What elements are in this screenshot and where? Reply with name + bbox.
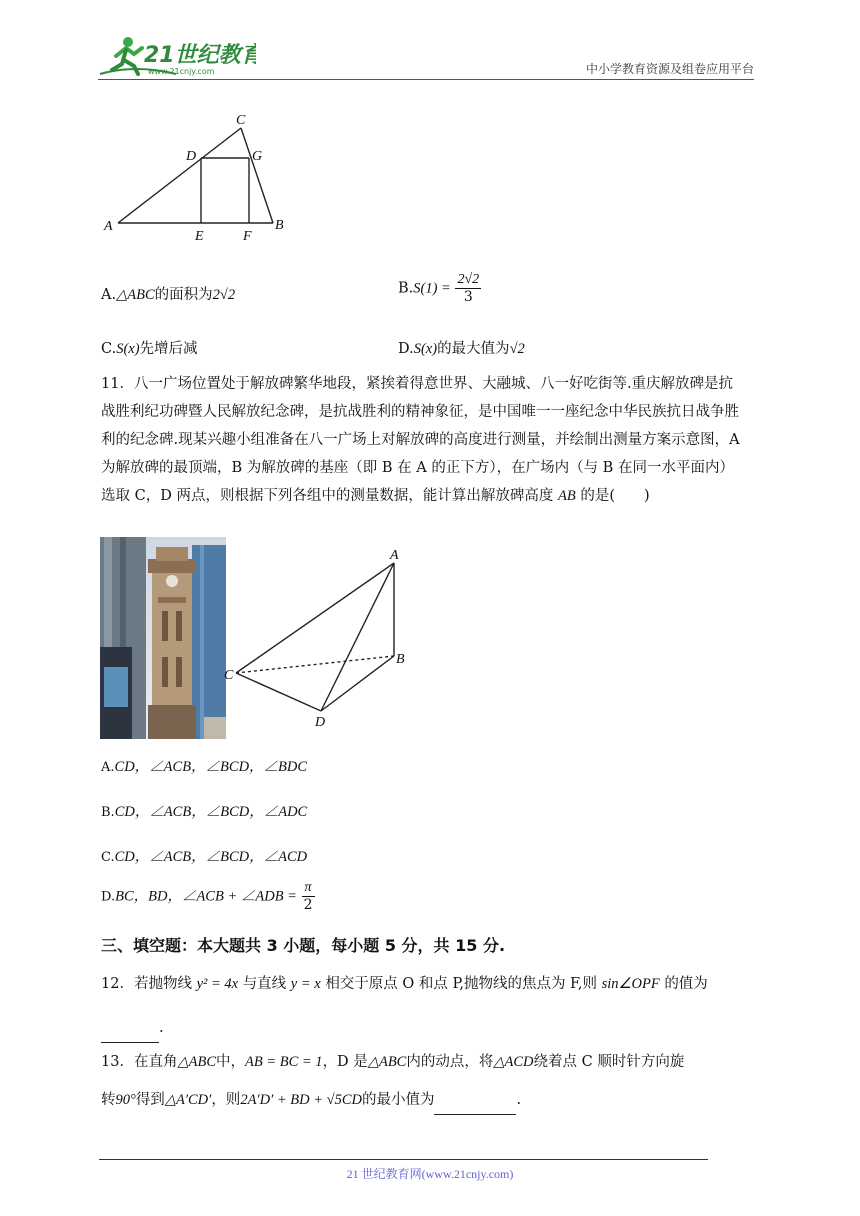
section-title: 三、填空题：本大题共 3 小题，每小题 5 分，共 15 分. <box>101 936 506 955</box>
label-A: A <box>390 548 399 563</box>
q11-option-b[interactable]: B.CD，∠ACB，∠BCD，∠ADC <box>101 804 308 820</box>
logo-url: www.21cnjy.com <box>148 67 215 76</box>
q12-answer-blank[interactable]: . <box>101 1014 164 1043</box>
label-D: D <box>315 715 326 730</box>
q10-option-b[interactable]: B.S(1) = $\frac{2√2}{3}$ <box>398 272 480 305</box>
monument-photo <box>100 537 226 739</box>
footer-divider <box>99 1159 708 1160</box>
label-C: C <box>236 113 246 128</box>
q11-option-c[interactable]: C.CD，∠ACB，∠BCD，∠ACD <box>101 849 308 865</box>
label-F: F <box>243 229 252 244</box>
label-B: B <box>275 218 284 233</box>
q11-option-a[interactable]: A.CD，∠ACB，∠BCD，∠BDC <box>101 759 308 775</box>
label-D: D <box>186 149 197 164</box>
q11-stem: 11．八一广场位置处于解放碑繁华地段，紧挨着得意世界、大融城、八一好吃街等.重庆解放碑是抗 战胜利纪功碑暨人民解放纪念碑，是抗战胜利的精神象征，是中国唯一一座纪念中华民族抗日战争胜 利的纪念碑.现某兴趣小组准备在八一广场上对解放碑的高度进行测量，并绘制出测量方案示意图，A 为解放碑的最顶端，B 为解放碑的基座（即 B 在 A 的正下方），在广场内（与 B 在同一水平面内） 选取 C，D 两点，则根据下列各组中的测量数据，能计算出解放碑高度 AB 的是( ) <box>101 376 740 504</box>
q10-option-c[interactable]: C.S(x)先增后减 <box>101 341 198 357</box>
figure-tetrahedron <box>222 545 412 730</box>
label-C: C <box>224 668 234 683</box>
site-logo <box>96 34 256 78</box>
q12-stem: 12．若抛物线 y² = 4x 与直线 y = x 相交于原点 O 和点 P,抛物线的焦点为 F,则 sin∠OPF 的值为 <box>101 976 708 992</box>
label-G: G <box>252 149 263 164</box>
q10-option-d[interactable]: D.S(x)的最大值为√2 <box>398 341 525 357</box>
footer-text[interactable]: 21 世纪教育网(www.21cnjy.com) <box>346 1167 514 1181</box>
header-divider <box>98 79 754 80</box>
q11-option-d[interactable]: D.BC，BD，∠ACB + ∠ADB = $\frac{\pi}{2}$ <box>101 880 313 913</box>
label-E: E <box>195 229 204 244</box>
figure-triangle-rectangle <box>100 108 300 244</box>
header-site-name: 中小学教育资源及组卷应用平台 <box>585 62 754 76</box>
label-B: B <box>396 652 405 667</box>
label-A: A <box>104 219 113 234</box>
q13-stem: 13．在直角△ABC中，AB = BC = 1，D 是△ABC内的动点，将△ACD绕着点 C 顺时针方向旋 转90°得到△A′CD′，则2A′D′ + BD + √5CD的最小值为 . <box>101 1048 771 1115</box>
q13-answer-blank[interactable] <box>434 1086 516 1115</box>
q10-option-a[interactable]: A.△ABC的面积为2√2 <box>101 287 236 303</box>
logo-text: 21世纪教育 <box>144 43 256 68</box>
